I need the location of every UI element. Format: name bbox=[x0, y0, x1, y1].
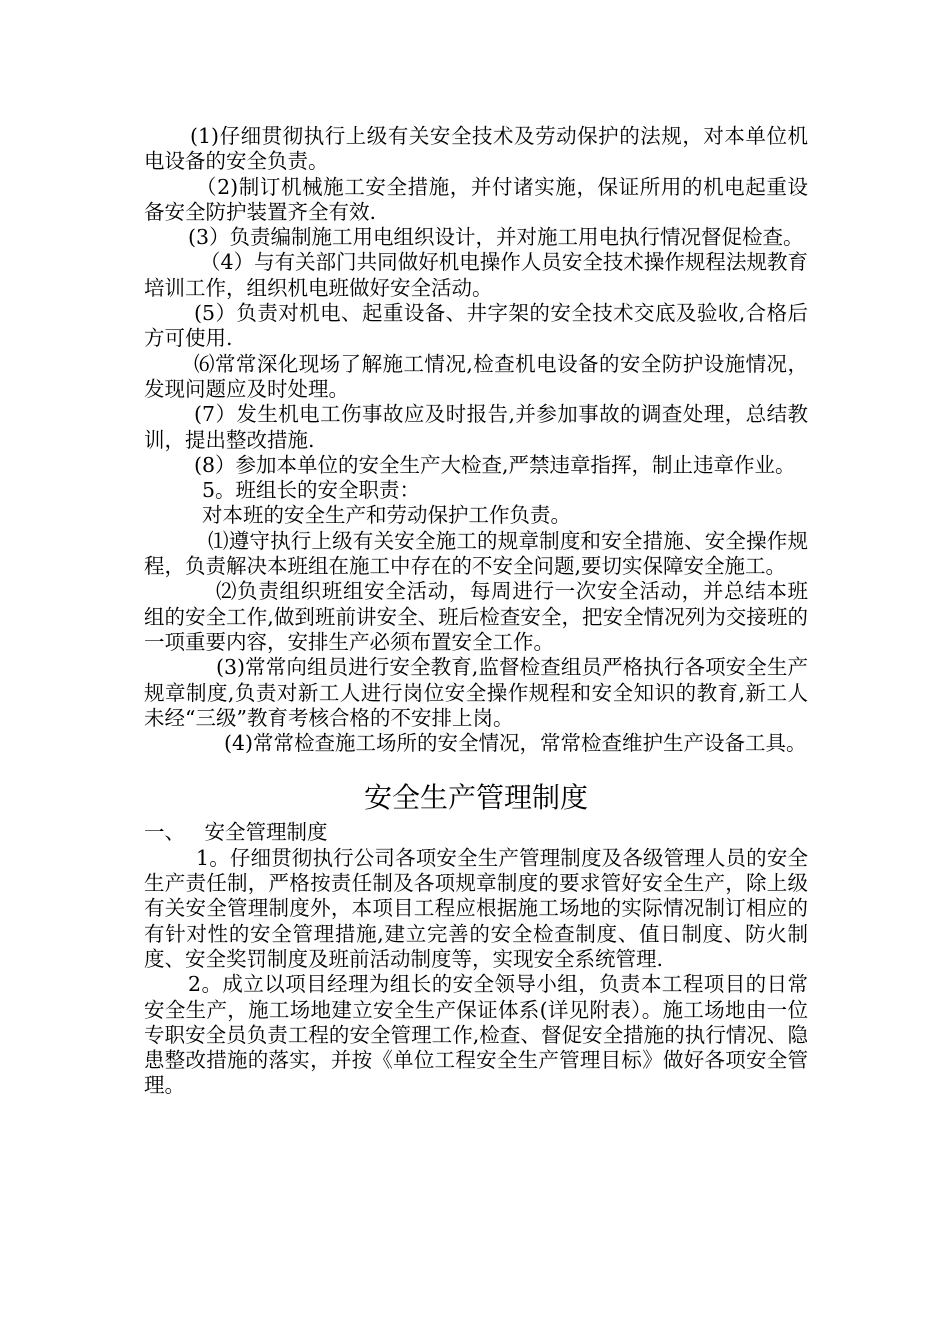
paragraph: 对本班的安全生产和劳动保护工作负责。 bbox=[202, 503, 571, 528]
paragraph: (4)常常检查施工场所的安全情况，常常检查维护生产设备工具。 bbox=[224, 731, 807, 756]
paragraph: (1)仔细贯彻执行上级有关安全技术及劳动保护的法规，对本单位机电设备的安全负责。 bbox=[144, 124, 808, 174]
paragraph: (3）负责编制施工用电组织设计，并对施工用电执行情况督促检查。 bbox=[188, 225, 804, 250]
paragraph: (3)常常向组员进行安全教育,监督检查组员严格执行各项安全生产规章制度,负责对新工人进行岗位安全操作规程和安全知识的教育,新工人未经“三级”教育考核合格的不安排上岗。 bbox=[144, 655, 808, 730]
paragraph: ⑵负责组织班组安全活动，每周进行一次安全活动，并总结本班组的安全工作,做到班前讲安全、班后检查安全，把安全情况列为交接班的一项重要内容，安排生产必须布置安全工作。 bbox=[144, 579, 808, 654]
paragraph: (7）发生机电工伤事故应及时报告,并参加事故的调查处理，总结教训，提出整改措施. bbox=[144, 402, 808, 452]
document-title: 安全生产管理制度 bbox=[363, 781, 588, 815]
paragraph: (8）参加本单位的安全生产大检查,严禁违章指挥，制止违章作业。 bbox=[194, 452, 796, 477]
paragraph: （4）与有关部门共同做好机电操作人员安全技术操作规程法规教育培训工作，组织机电班做好安全活动。 bbox=[144, 250, 808, 300]
paragraph: (5）负责对机电、起重设备、井字架的安全技术交底及验收,合格后方可使用. bbox=[144, 301, 808, 351]
paragraph: 2。成立以项目经理为组长的安全领导小组，负责本工程项目的日常安全生产，施工场地建立安全生产保证体系(详见附表）。施工场地由一位专职安全员负责工程的安全管理工作,检查、督促安全措施的执行情况、隐患整改措施的落实，并按《单位工程安全生产管理目标》做好各项安全管理。 bbox=[144, 972, 808, 1098]
document-page bbox=[144, 124, 808, 1099]
paragraph: 1。仔细贯彻执行公司各项安全生产管理制度及各级管理人员的安全生产责任制，严格按责任制及各项规章制度的要求管好安全生产，除上级有关安全管理制度外，本项目工程应根据施工场地的实际情况制订相应的有针对性的安全管理措施,建立完善的安全检查制度、值日制度、防火制度、安全奖罚制度及班前活动制度等，实现安全系统管理. bbox=[144, 845, 808, 971]
section-heading: 一、 安全管理制度 bbox=[144, 820, 328, 845]
section-a bbox=[144, 124, 808, 756]
paragraph: ⑹常常深化现场了解施工情况,检查机电设备的安全防护设施情况，发现问题应及时处理。 bbox=[144, 351, 808, 401]
section-b bbox=[144, 846, 808, 1099]
paragraph: 5。班组长的安全职责： bbox=[202, 478, 421, 503]
paragraph: （2)制订机械施工安全措施，并付诸实施，保证所用的机电起重设备安全防护装置齐全有效. bbox=[144, 174, 808, 224]
paragraph: ⑴遵守执行上级有关安全施工的规章制度和安全措施、安全操作规程，负责解决本班组在施工中存在的不安全问题,要切实保障安全施工。 bbox=[144, 528, 808, 579]
